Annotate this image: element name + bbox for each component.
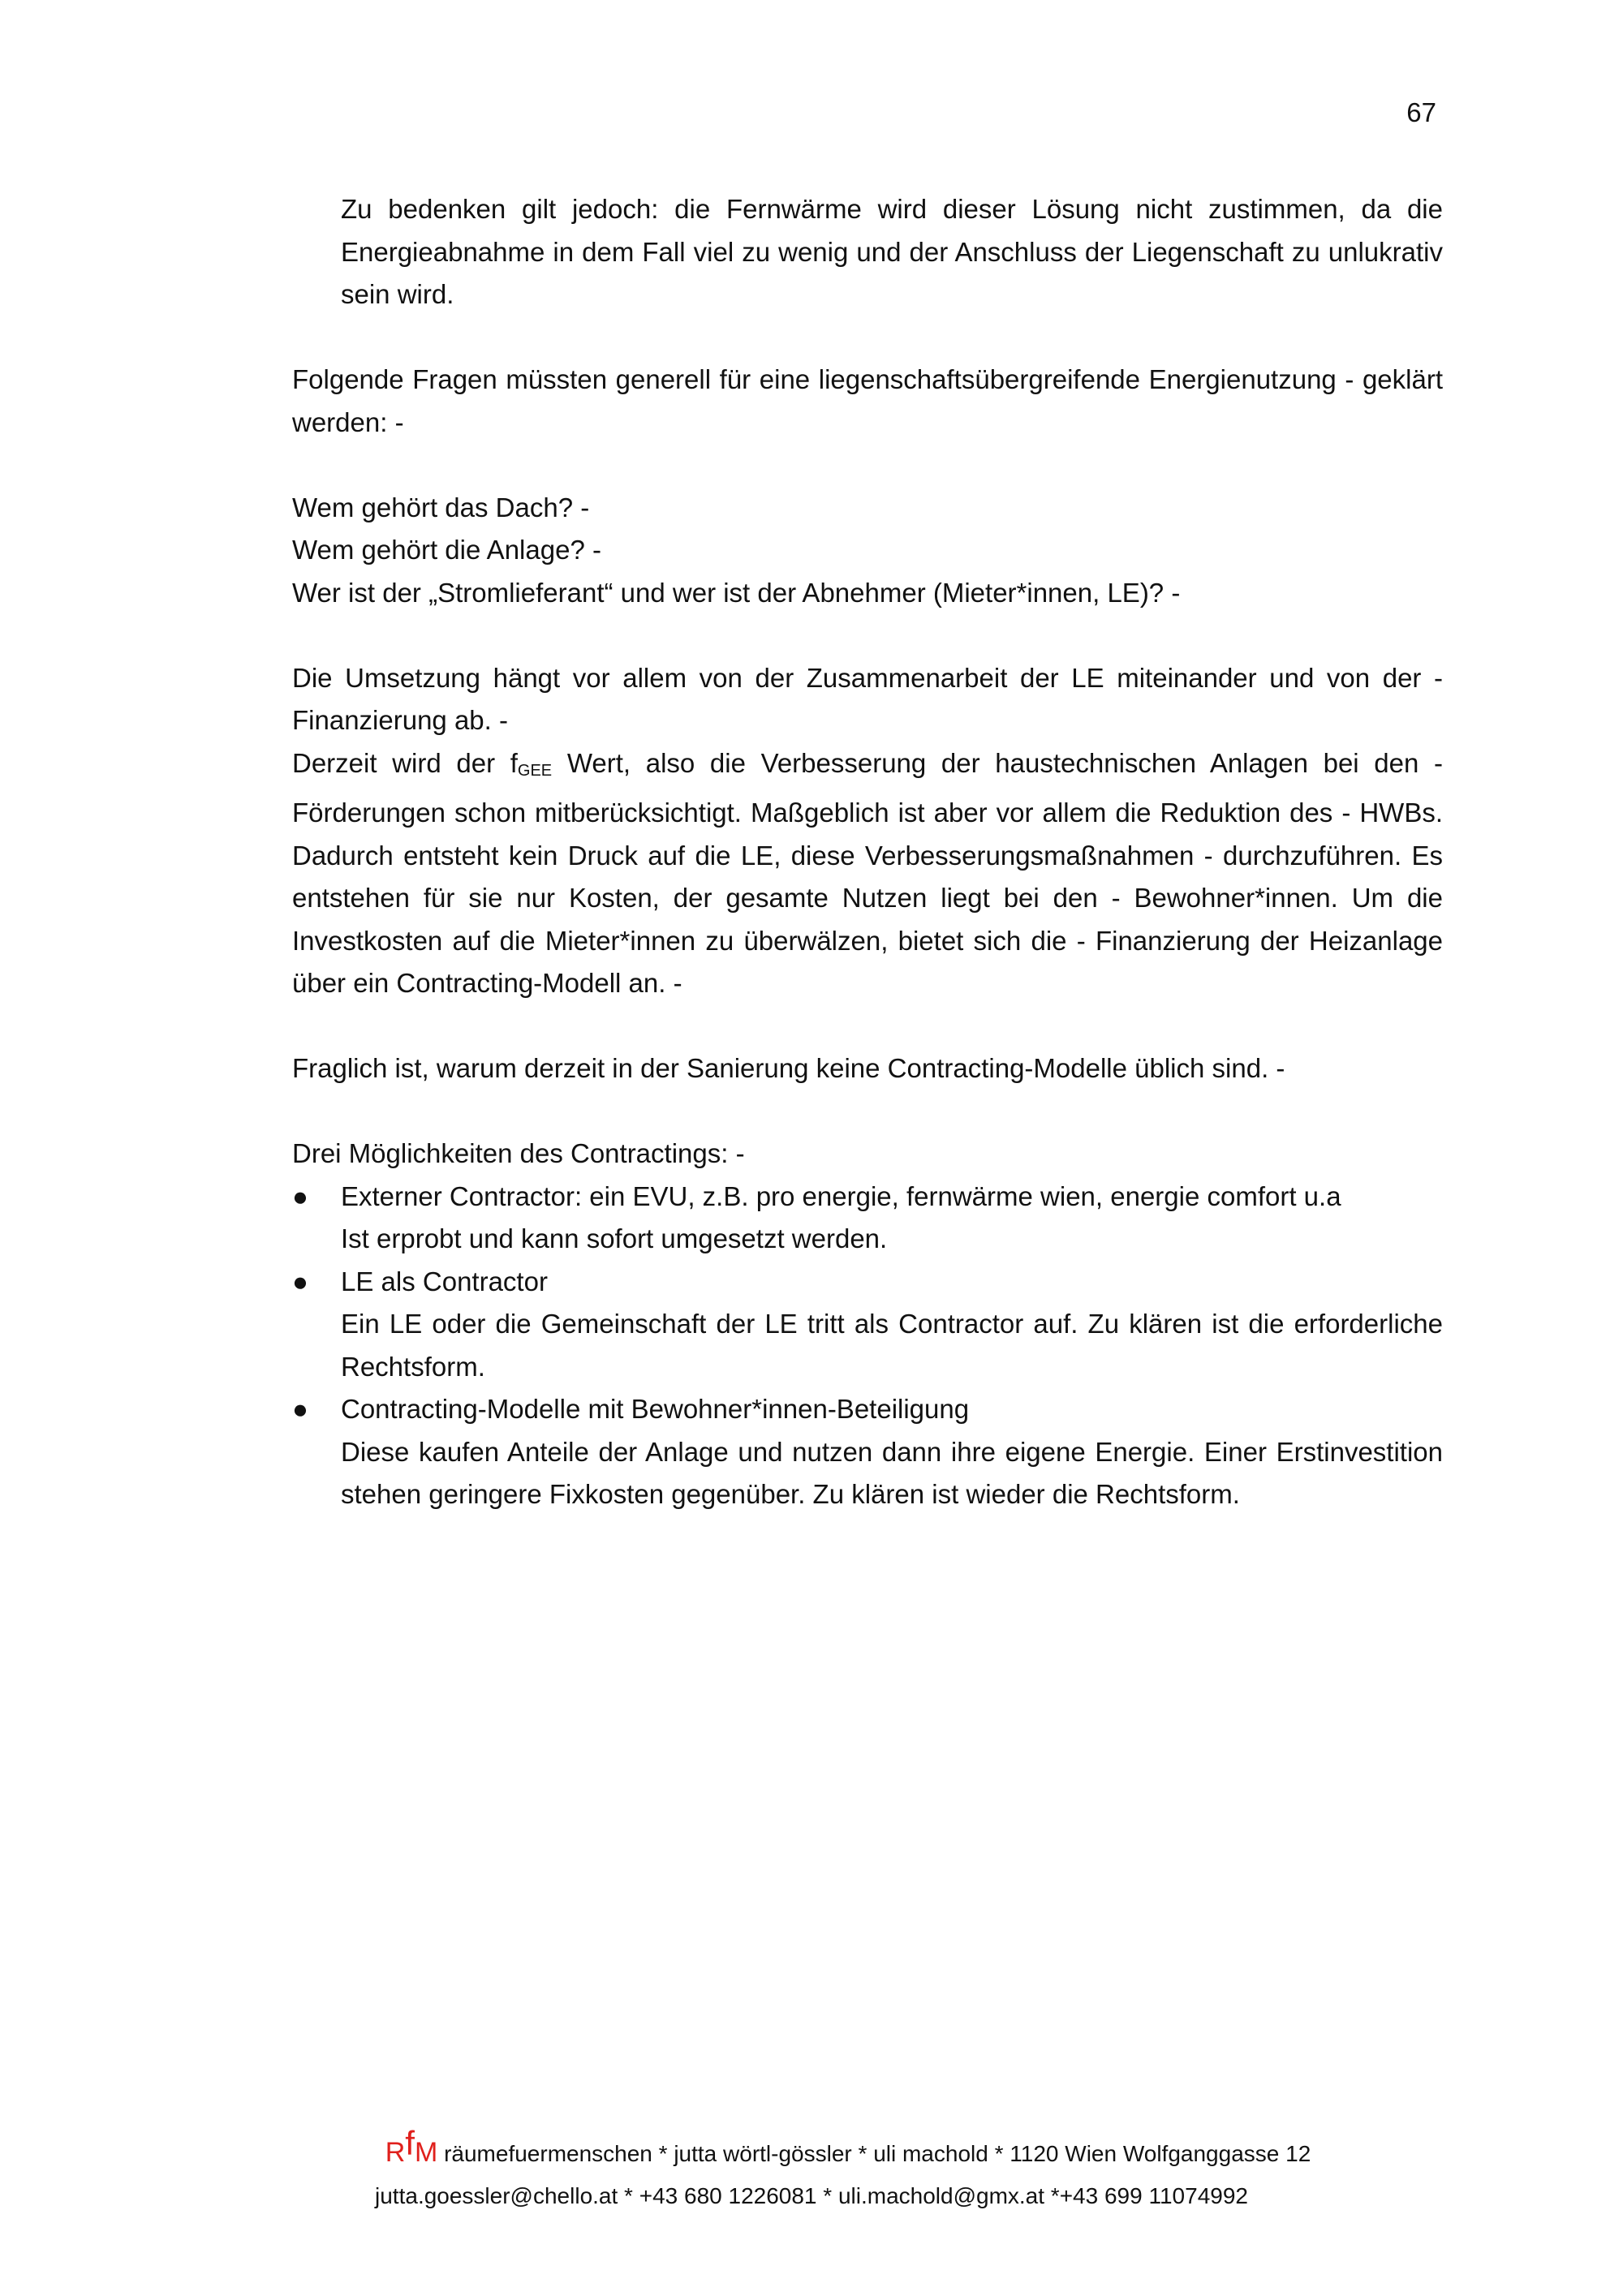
bullet-icon: ● <box>292 1394 308 1424</box>
paragraph-implementation-a: Die Umsetzung hängt vor allem von der Zusammenarbeit der LE miteinander und von der - Finanzierung ab. - <box>292 662 1443 735</box>
list-item <box>292 1388 1443 1516</box>
contracting-intro: Drei Möglichkeiten des Contractings: - <box>292 1138 745 1168</box>
document-body <box>292 188 1443 1516</box>
page-number: 67 <box>1406 97 1436 127</box>
footer-contact-line: jutta.goessler@chello.at * +43 680 1226081 * uli.machold@gmx.at *+43 699 11074992 <box>375 2183 1248 2208</box>
contracting-section <box>292 1133 1443 1516</box>
list-item-text: Ein LE oder die Gemeinschaft der LE tritt als Contractor auf. Zu klären ist die erforderliche Rechtsform. <box>341 1309 1443 1382</box>
list-item-title: Contracting-Modelle mit Bewohner*innen-Beteiligung <box>341 1394 970 1424</box>
paragraph-question-contracting: Fraglich ist, warum derzeit in der Sanierung keine Contracting-Modelle üblich sind. - <box>292 1053 1285 1083</box>
fgee-text-after: Wert, also die Verbesserung der haustechnischen Anlagen bei den - Förderungen schon mitberücksichtigt. Maßgeblich ist aber vor allem die Reduktion des - HWBs. Dadurch entsteht kein Druck auf die LE, diese Verbesserungsmaßnahmen - durchzuführen. Es entstehen für sie nur Kosten, der gesamte Nutzen liegt bei den - Bewohner*innen. Um die Investkosten auf die Mieter*innen zu überwälzen, bietet sich die - Finanzierung der Heizanlage über ein Contracting-Modell an. - <box>292 747 1444 998</box>
list-item-title: Externer Contractor: ein EVU, z.B. pro energie, fernwärme wien, energie comfort u.a <box>341 1180 1341 1211</box>
page-footer <box>0 2124 1623 2217</box>
paragraph-questions-intro: Folgende Fragen müssten generell für eine liegenschaftsübergreifende Energienutzung - geklärt werden: - <box>292 364 1443 437</box>
footer-address-line <box>0 2124 1623 2175</box>
fgee-subscript: GEE <box>517 761 553 780</box>
bullet-icon: ● <box>292 1266 308 1296</box>
paragraph-implementation <box>292 657 1443 1005</box>
paragraph-implementation-b <box>292 742 1443 1005</box>
contracting-list <box>292 1176 1443 1516</box>
rfm-logo: RfM <box>385 2124 438 2168</box>
question-list <box>292 487 1443 615</box>
question-item: Wem gehört die Anlage? - <box>292 535 601 565</box>
list-item <box>292 1176 1443 1261</box>
paragraph-fernwaerme: Zu bedenken gilt jedoch: die Fernwärme wird dieser Lösung nicht zustimmen, da die Energieabnahme in dem Fall viel zu wenig und der Anschluss der Liegenschaft zu unlukrativ sein wird. <box>341 194 1443 309</box>
fgee-text-before: Derzeit wird der f <box>292 747 518 778</box>
list-item-text: Diese kaufen Anteile der Anlage und nutzen dann ihre eigene Energie. Einer Erstinvestition stehen geringere Fixkosten gegenüber. Zu klären ist wieder die Rechtsform. <box>341 1436 1443 1509</box>
list-item-text: Ist erprobt und kann sofort umgesetzt werden. <box>341 1223 888 1253</box>
bullet-icon: ● <box>292 1180 308 1211</box>
question-item: Wer ist der „Stromlieferant“ und wer ist der Abnehmer (Mieter*innen, LE)? - <box>292 577 1181 608</box>
list-item-title: LE als Contractor <box>341 1266 548 1296</box>
question-item: Wem gehört das Dach? - <box>292 492 590 522</box>
list-item <box>292 1261 1443 1389</box>
footer-address: räumefuermenschen * jutta wörtl-gössler * uli machold * 1120 Wien Wolfganggasse 12 <box>444 2141 1311 2166</box>
